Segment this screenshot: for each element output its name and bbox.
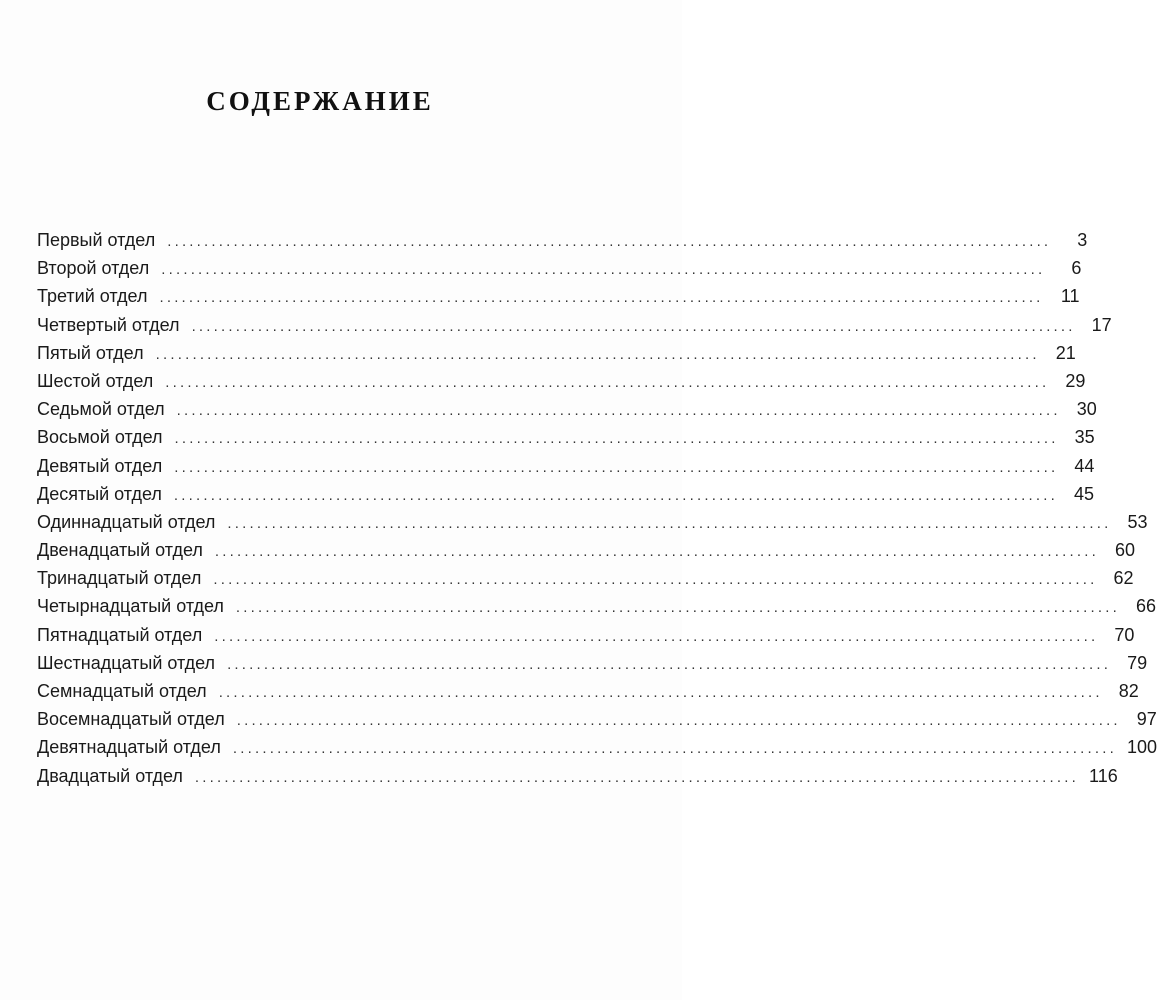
dot-leader: ........................................................................................................................: [155, 345, 1040, 363]
toc-entry-page: 29: [1065, 370, 1086, 391]
toc-entry-page: 17: [1091, 314, 1112, 335]
toc-entry-page: 100: [1126, 737, 1157, 758]
toc-entry-label: Восемнадцатый отдел: [37, 709, 225, 730]
table-of-contents: [37, 226, 1157, 790]
toc-entry-page: 44: [1074, 455, 1095, 476]
page-title: СОДЕРЖАНИЕ: [206, 86, 434, 116]
dot-leader: ........................................................................................................................: [236, 712, 1121, 730]
toc-entry: [37, 705, 1157, 733]
toc-entry-label: Десятый отдел: [37, 483, 162, 504]
toc-entry: [37, 226, 1088, 254]
toc-entry: [37, 762, 1118, 790]
toc-entry: [37, 282, 1080, 310]
toc-entry-label: Девятый отдел: [37, 455, 163, 476]
toc-entry: [37, 254, 1082, 282]
dot-leader: ........................................................................................................................: [213, 571, 1098, 589]
toc-entry-label: Второй отдел: [37, 258, 150, 279]
dot-leader: ........................................................................................................................: [176, 402, 1061, 420]
toc-entry-label: Пятый отдел: [37, 342, 144, 363]
toc-entry-label: Четырнадцатый отдел: [37, 596, 224, 617]
dot-leader: ........................................................................................................................: [218, 684, 1103, 701]
toc-entry-label: Первый отдел: [37, 230, 156, 250]
toc-entry: [37, 311, 1112, 339]
toc-entry-page: 11: [1060, 286, 1080, 307]
toc-entry-label: Одиннадцатый отдел: [37, 511, 216, 532]
toc-entry: [37, 423, 1095, 451]
dot-leader: ........................................................................................................................: [174, 430, 1059, 448]
toc-entry: [37, 592, 1157, 620]
toc-entry: [37, 339, 1076, 367]
toc-entry-page: 66: [1135, 596, 1157, 617]
toc-entry: [37, 564, 1134, 592]
toc-entry-page: 45: [1073, 483, 1094, 504]
toc-entry-page: 21: [1055, 342, 1076, 363]
toc-entry: [37, 508, 1148, 536]
dot-leader: ........................................................................................................................: [194, 768, 1080, 786]
toc-entry: [37, 480, 1094, 508]
toc-entry-label: Шестой отдел: [37, 370, 154, 391]
toc-entry-page: 30: [1076, 399, 1097, 420]
toc-entry-page: 116: [1089, 765, 1118, 786]
dot-leader: ........................................................................................................................: [159, 289, 1044, 307]
toc-entry-page: 53: [1127, 511, 1148, 532]
dot-leader: ........................................................................................................................: [161, 261, 1046, 279]
toc-entry-label: Семнадцатый отдел: [37, 681, 207, 701]
dot-leader: ........................................................................................................................: [214, 543, 1099, 561]
toc-entry-page: 70: [1114, 624, 1135, 645]
toc-entry: [37, 367, 1086, 395]
dot-leader: ........................................................................................................................: [214, 627, 1099, 645]
toc-entry-page: 60: [1114, 540, 1135, 561]
dot-leader: ........................................................................................................................: [227, 514, 1112, 532]
toc-entry: [37, 733, 1157, 761]
dot-leader: ........................................................................................................................: [173, 486, 1058, 504]
toc-entry-page: 79: [1127, 652, 1148, 673]
toc-entry: [37, 677, 1139, 705]
dot-leader: ........................................................................................................................: [191, 317, 1076, 335]
toc-entry-label: Тринадцатый отдел: [37, 568, 202, 589]
toc-entry-label: Шестнадцатый отдел: [37, 652, 216, 673]
toc-entry: [37, 649, 1148, 677]
toc-entry-label: Восьмой отдел: [37, 427, 163, 448]
toc-entry: [37, 452, 1095, 480]
toc-entry-page: 97: [1136, 709, 1157, 730]
toc-entry: [37, 395, 1097, 423]
toc-entry: [37, 536, 1135, 564]
toc-entry-page: 6: [1071, 258, 1082, 279]
dot-leader: ........................................................................................................................: [174, 458, 1059, 476]
dot-leader: ........................................................................................................................: [167, 233, 1052, 250]
toc-entry-label: Третий отдел: [37, 286, 148, 307]
toc-entry-label: Двадцатый отдел: [37, 765, 183, 786]
toc-entry: [37, 621, 1135, 649]
toc-entry-label: Четвертый отдел: [37, 314, 180, 335]
dot-leader: ........................................................................................................................: [165, 373, 1050, 391]
toc-entry-page: 62: [1113, 568, 1134, 589]
toc-entry-label: Двенадцатый отдел: [37, 540, 203, 561]
toc-entry-label: Девятнадцатый отдел: [37, 737, 221, 758]
toc-entry-page: 35: [1074, 427, 1095, 448]
dot-leader: ........................................................................................................................: [232, 740, 1117, 758]
toc-entry-label: Пятнадцатый отдел: [37, 624, 203, 645]
toc-entry-label: Седьмой отдел: [37, 399, 165, 420]
toc-entry-page: 3: [1077, 230, 1088, 250]
dot-leader: ........................................................................................................................: [235, 599, 1121, 617]
dot-leader: ........................................................................................................................: [227, 655, 1112, 673]
toc-entry-page: 82: [1118, 681, 1139, 701]
